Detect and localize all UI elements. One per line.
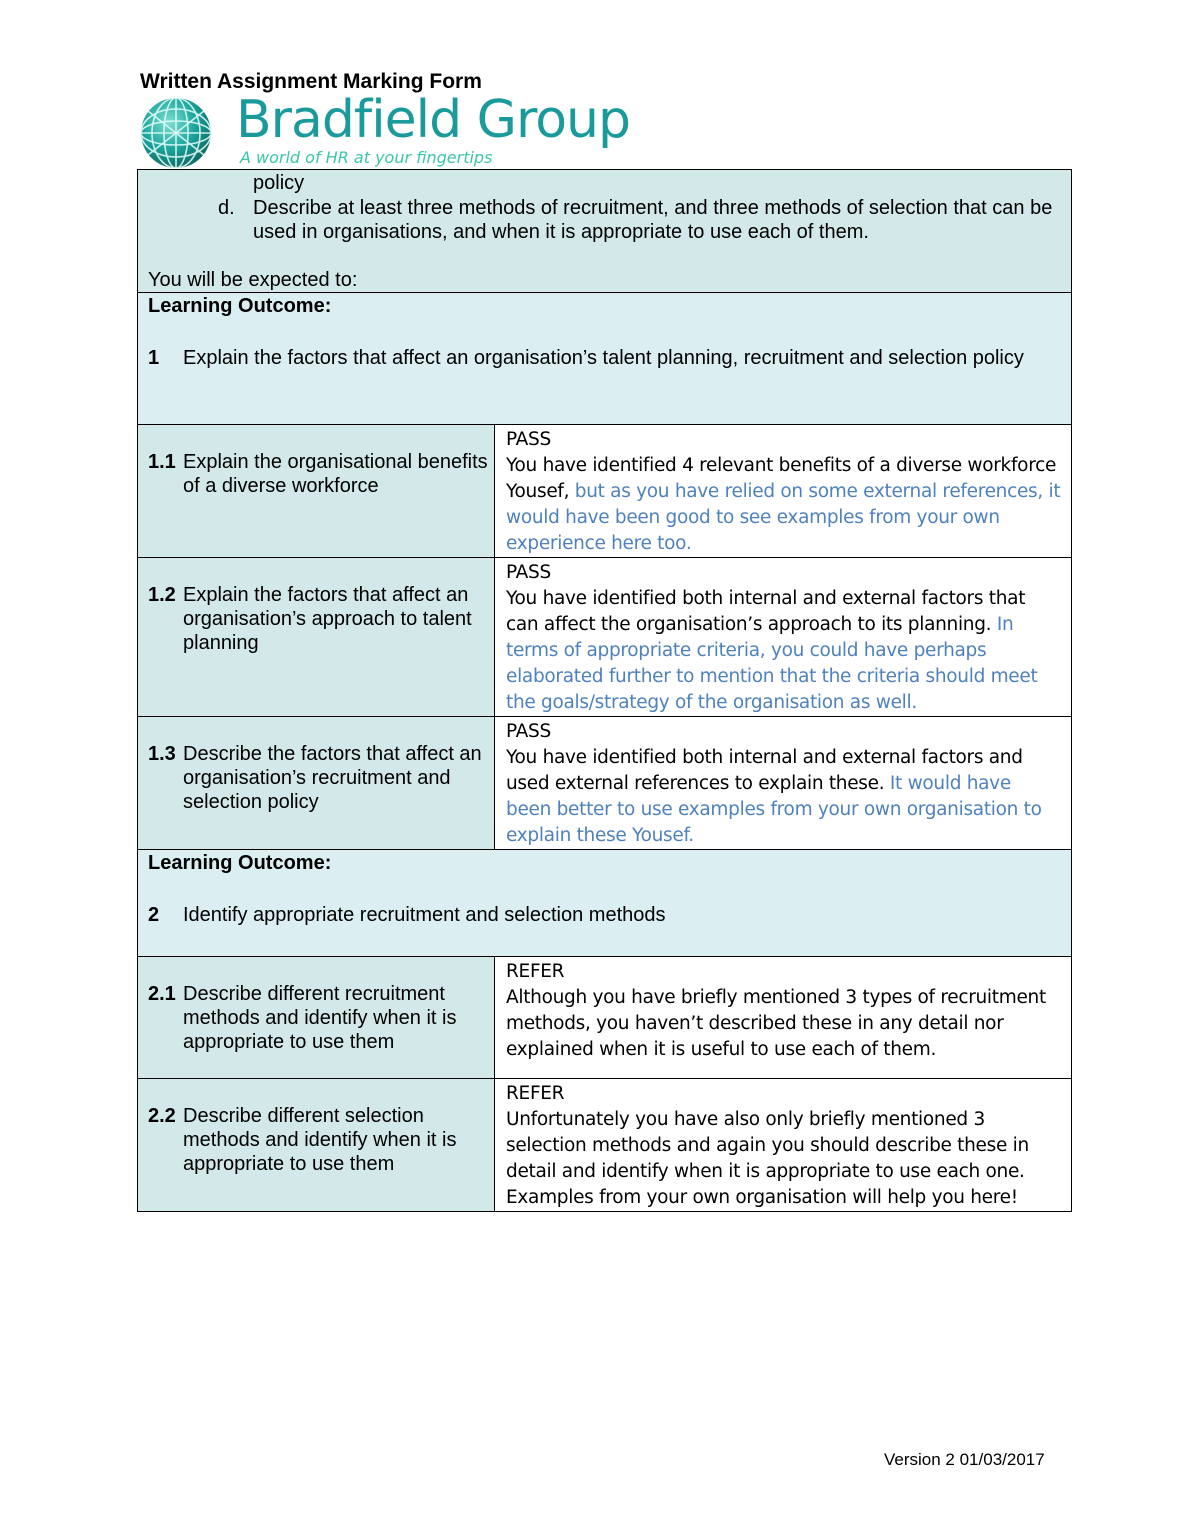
intro-row (138, 170, 1072, 293)
learning-outcome-text: Identify appropriate recruitment and selection methods (183, 904, 666, 926)
learning-outcome-text: Explain the factors that affect an organisation’s talent planning, recruitment and selection policy (183, 347, 1024, 369)
criterion-row (138, 717, 1072, 850)
criterion-text: Describe different selection methods and identify when it is appropriate to use them (183, 1105, 457, 1175)
grade-label: PASS (506, 429, 551, 450)
brand-tagline: A world of HR at your fingertips (240, 148, 493, 167)
feedback-comment: It would have been better to use examples from your own organisation to explain these Yousef. (506, 773, 1042, 846)
criterion-row (138, 957, 1072, 1079)
criterion-number: 1.2 (148, 584, 176, 606)
criterion-cell (138, 558, 495, 717)
learning-outcome-heading: Learning Outcome: (148, 852, 332, 874)
globe-icon (138, 96, 214, 170)
criterion-row (138, 1079, 1072, 1212)
learning-outcome-cell (138, 293, 1072, 425)
learning-outcome-cell (138, 850, 1072, 957)
expected-label: You will be expected to: (148, 269, 358, 291)
criterion-text: Describe different recruitment methods and identify when it is appropriate to use them (183, 983, 457, 1053)
feedback-cell (495, 558, 1072, 717)
criterion-number: 1.1 (148, 451, 176, 473)
grade-label: PASS (506, 562, 551, 583)
intro-item-d-text: Describe at least three methods of recruitment, and three methods of selection that can be used in organisations, and when it is appropriate to use each of them. (253, 197, 1053, 243)
intro-cell (138, 170, 1072, 293)
learning-outcome-row (138, 850, 1072, 957)
criterion-number: 1.3 (148, 743, 176, 765)
grade-label: REFER (506, 1083, 565, 1104)
criterion-cell (138, 1079, 495, 1212)
feedback-text: You have identified both internal and external factors and used external references to explain these. (506, 747, 1023, 794)
feedback-text: You have identified 4 relevant benefits of a diverse workforce Yousef, (506, 455, 1057, 502)
feedback-text: You have identified both internal and external factors that can affect the organisation’s approach to its planning. (506, 588, 1026, 635)
learning-outcome-row (138, 293, 1072, 425)
feedback-cell (495, 1079, 1072, 1212)
criterion-cell (138, 957, 495, 1079)
criterion-cell (138, 717, 495, 850)
version-label: Version 2 01/03/2017 (884, 1450, 1045, 1469)
feedback-cell (495, 957, 1072, 1079)
grade-label: PASS (506, 721, 551, 742)
criterion-text: Explain the factors that affect an organisation’s approach to talent planning (183, 584, 472, 654)
criterion-number: 2.2 (148, 1105, 176, 1127)
criterion-row (138, 425, 1072, 558)
intro-item-d-letter: d. (218, 197, 235, 219)
learning-outcome-number: 1 (148, 347, 160, 369)
grade-label: REFER (506, 961, 565, 982)
form-title: Written Assignment Marking Form (140, 70, 482, 93)
brand-name: Bradfield Group (236, 90, 630, 150)
learning-outcome-number: 2 (148, 904, 160, 926)
feedback-text: Although you have briefly mentioned 3 types of recruitment methods, you haven’t described these in any detail nor explained when it is useful to use each of them. (506, 987, 1046, 1060)
criterion-cell (138, 425, 495, 558)
feedback-cell (495, 717, 1072, 850)
marking-table (137, 169, 1072, 1212)
criterion-row (138, 558, 1072, 717)
feedback-cell (495, 425, 1072, 558)
criterion-number: 2.1 (148, 983, 176, 1005)
criterion-text: Explain the organisational benefits of a diverse workforce (183, 451, 488, 497)
intro-continued-text: policy (253, 172, 305, 194)
feedback-comment: but as you have relied on some external references, it would have been good to see examples from your own experience here too. (506, 481, 1061, 554)
feedback-text: Unfortunately you have also only briefly mentioned 3 selection methods and again you should describe these in detail and identify when it is appropriate to use each one. Examples from your own organisation will help you here! (506, 1109, 1029, 1208)
feedback-comment: In terms of appropriate criteria, you could have perhaps elaborated further to mention that the criteria should meet the goals/strategy of the organisation as well. (506, 614, 1038, 713)
bradfield-logo (138, 90, 638, 170)
criterion-text: Describe the factors that affect an organisation’s recruitment and selection policy (183, 743, 482, 813)
learning-outcome-heading: Learning Outcome: (148, 295, 332, 317)
